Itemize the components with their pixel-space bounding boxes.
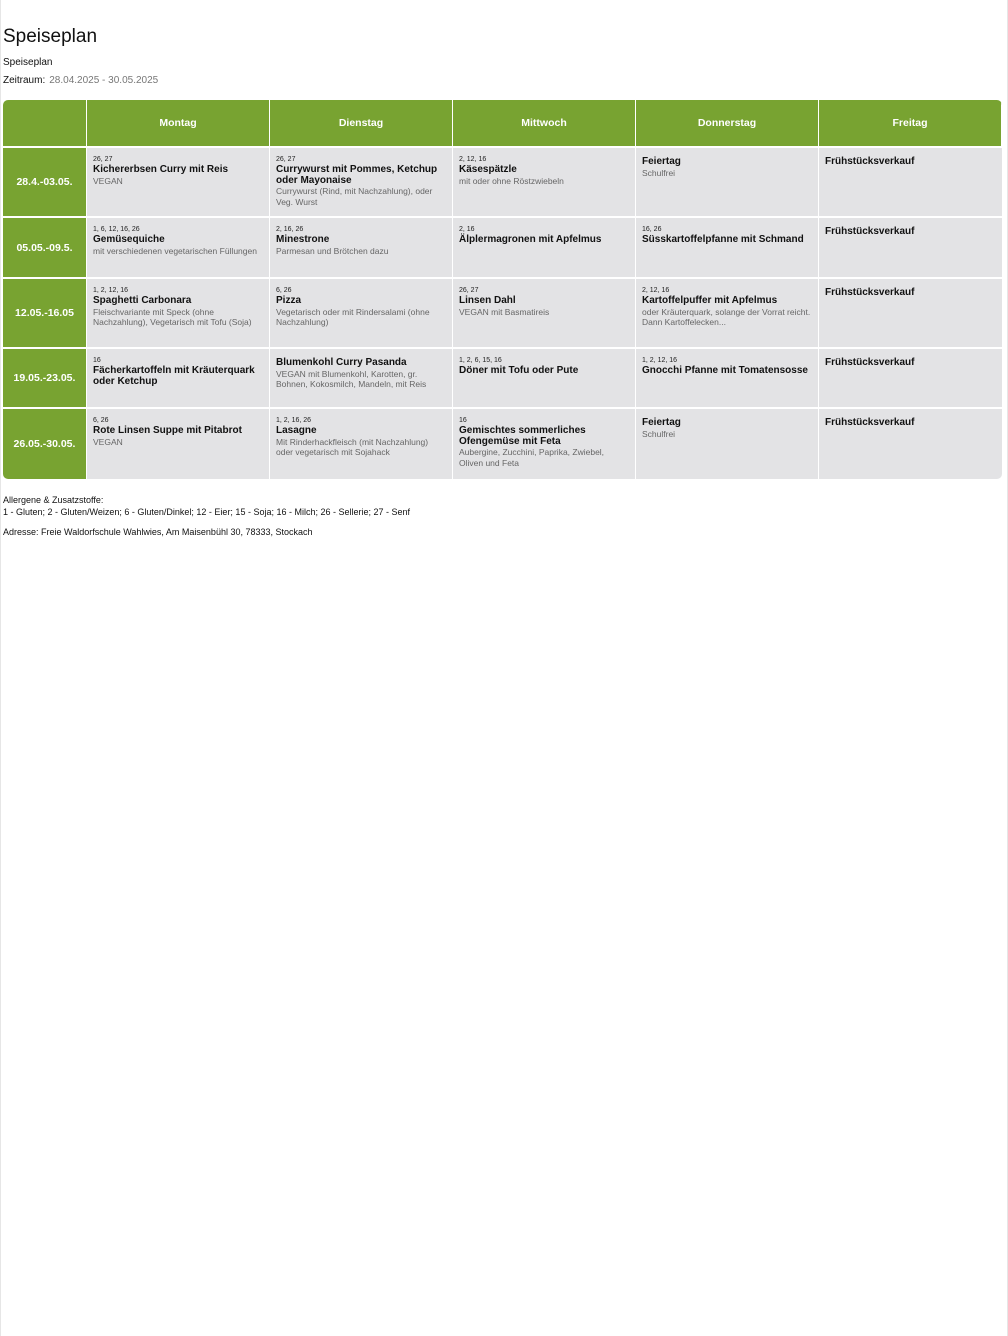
dish-note: VEGAN — [93, 175, 123, 186]
dish-name: Gemischtes sommerliches Ofengemüse mit Feta — [459, 425, 586, 447]
dish-note: mit verschiedenen vegetarischen Füllungen — [93, 245, 257, 256]
dish-note: VEGAN — [93, 436, 123, 447]
meal-cell — [636, 349, 819, 409]
dish-note: VEGAN mit Blumenkohl, Karotten, gr. Bohnen, Kokosmilch, Mandeln, mit Reis — [276, 368, 427, 389]
meal-cell — [87, 409, 270, 479]
meal-cell — [87, 148, 270, 218]
allergen-codes: 26, 27 — [459, 287, 479, 294]
meal-cell — [87, 349, 270, 409]
allergen-legend — [3, 494, 410, 518]
address-value: Freie Waldorfschule Wahlwies, Am Maisenbühl 30, 78333, Stockach — [41, 527, 313, 537]
dish-name: Blumenkohl Curry Pasanda — [276, 357, 407, 368]
week-label: 05.05.-09.5. — [3, 218, 87, 279]
meal-cell — [453, 349, 636, 409]
dish-name: Kichererbsen Curry mit Reis — [93, 164, 229, 175]
header-day: Montag — [87, 100, 270, 148]
meal-cell — [636, 279, 819, 349]
dish-name: Spaghetti Carbonara — [93, 295, 192, 306]
meal-cell — [453, 218, 636, 279]
meal-cell — [270, 218, 453, 279]
header-day: Dienstag — [270, 100, 453, 148]
meal-cell — [819, 218, 1002, 279]
allergen-codes: 16 — [93, 357, 101, 364]
meal-cell — [636, 409, 819, 479]
period-label: Zeitraum: — [3, 75, 46, 86]
dish-name: Älplermagronen mit Apfelmus — [459, 234, 602, 245]
week-label: 28.4.-03.05. — [3, 148, 87, 218]
dish-note: Vegetarisch oder mit Rindersalami (ohne Nachzahlung) — [276, 306, 430, 327]
allergen-codes: 1, 2, 12, 16 — [93, 287, 129, 294]
dish-note: Aubergine, Zucchini, Paprika, Zwiebel, Oliven und Feta — [459, 447, 605, 468]
dish-name: Minestrone — [276, 234, 330, 245]
dish-note: Fleischvariante mit Speck (ohne Nachzahlung), Vegetarisch mit Tofu (Soja) — [93, 306, 252, 327]
dish-name: Käsespätzle — [459, 164, 517, 175]
meal-cell — [87, 218, 270, 279]
dish-name: Currywurst mit Pommes, Ketchup oder Mayonaise — [276, 164, 438, 186]
allergen-codes: 2, 16 — [459, 226, 475, 233]
dish-note: Parmesan und Brötchen dazu — [276, 245, 389, 256]
allergen-codes: 1, 2, 12, 16 — [642, 357, 678, 364]
dish-note: Schulfrei — [642, 428, 676, 439]
period-value: 28.04.2025 - 30.05.2025 — [49, 75, 159, 86]
address-label: Adresse: — [3, 527, 39, 537]
dish-name: Feiertag — [642, 156, 681, 167]
dish-name: Frühstücksverkauf — [825, 417, 915, 428]
allergen-codes: 2, 12, 16 — [642, 287, 670, 294]
meal-cell — [453, 148, 636, 218]
allergen-codes: 26, 27 — [93, 156, 113, 163]
dish-note: mit oder ohne Röstzwiebeln — [459, 175, 564, 186]
dish-name: Fächerkartoffeln mit Kräuterquark oder Ketchup — [93, 365, 255, 387]
allergen-codes: 6, 26 — [93, 417, 109, 424]
allergen-codes: 2, 12, 16 — [459, 156, 487, 163]
meal-cell — [819, 409, 1002, 479]
meal-cell — [270, 279, 453, 349]
allergen-codes: 16 — [459, 417, 467, 424]
meal-plan-grid — [3, 100, 1002, 479]
meal-cell — [453, 279, 636, 349]
address — [3, 527, 313, 537]
header-day: Donnerstag — [636, 100, 819, 148]
dish-name: Feiertag — [642, 417, 681, 428]
dish-name: Linsen Dahl — [459, 295, 516, 306]
page-subtitle: Speiseplan — [3, 57, 53, 68]
allergen-codes: 2, 16, 26 — [276, 226, 304, 233]
dish-name: Lasagne — [276, 425, 317, 436]
dish-name: Kartoffelpuffer mit Apfelmus — [642, 295, 778, 306]
meal-cell — [453, 409, 636, 479]
allergen-codes: 6, 26 — [276, 287, 292, 294]
allergen-codes: 1, 2, 6, 15, 16 — [459, 357, 502, 364]
allergen-codes: 1, 2, 16, 26 — [276, 417, 312, 424]
dish-name: Pizza — [276, 295, 302, 306]
dish-name: Rote Linsen Suppe mit Pitabrot — [93, 425, 242, 436]
allergen-codes: 16, 26 — [642, 226, 662, 233]
dish-note: Mit Rinderhackfleisch (mit Nachzahlung) oder vegetarisch mit Sojahack — [276, 436, 429, 457]
meal-cell — [636, 218, 819, 279]
header-day: Mittwoch — [453, 100, 636, 148]
meal-cell — [270, 409, 453, 479]
dish-note: oder Kräuterquark, solange der Vorrat reicht. Dann Kartoffelecken... — [642, 306, 811, 327]
dish-name: Frühstücksverkauf — [825, 287, 915, 298]
header-day: Freitag — [819, 100, 1002, 148]
allergen-codes: 26, 27 — [276, 156, 296, 163]
week-label: 12.05.-16.05 — [3, 279, 87, 349]
dish-name: Döner mit Tofu oder Pute — [459, 365, 579, 376]
meal-cell — [270, 349, 453, 409]
dish-note: Schulfrei — [642, 167, 676, 178]
allergen-codes: 1, 6, 12, 16, 26 — [93, 226, 140, 233]
meal-cell — [819, 148, 1002, 218]
meal-cell — [270, 148, 453, 218]
meal-cell — [87, 279, 270, 349]
legend-text: 1 - Gluten; 2 - Gluten/Weizen; 6 - Gluten/Dinkel; 12 - Eier; 15 - Soja; 16 - Milch; 26 - Sellerie; 27 - Senf — [3, 507, 411, 517]
legend-title: Allergene & Zusatzstoffe: — [3, 495, 104, 505]
dish-name: Gnocchi Pfanne mit Tomatensosse — [642, 365, 808, 376]
dish-name: Frühstücksverkauf — [825, 156, 915, 167]
week-label: 26.05.-30.05. — [3, 409, 87, 479]
dish-name: Frühstücksverkauf — [825, 357, 915, 368]
dish-note: VEGAN mit Basmatireis — [459, 306, 550, 317]
dish-name: Süsskartoffelpfanne mit Schmand — [642, 234, 804, 245]
dish-name: Gemüsequiche — [93, 234, 165, 245]
dish-name: Frühstücksverkauf — [825, 226, 915, 237]
meal-cell — [636, 148, 819, 218]
period — [3, 75, 158, 86]
meal-cell — [819, 279, 1002, 349]
dish-note: Currywurst (Rind, mit Nachzahlung), oder Veg. Wurst — [276, 186, 433, 207]
page-title: Speiseplan — [3, 26, 98, 47]
week-label: 19.05.-23.05. — [3, 349, 87, 409]
meal-plan-table — [3, 100, 1002, 479]
meal-cell — [819, 349, 1002, 409]
header-corner — [3, 100, 87, 148]
